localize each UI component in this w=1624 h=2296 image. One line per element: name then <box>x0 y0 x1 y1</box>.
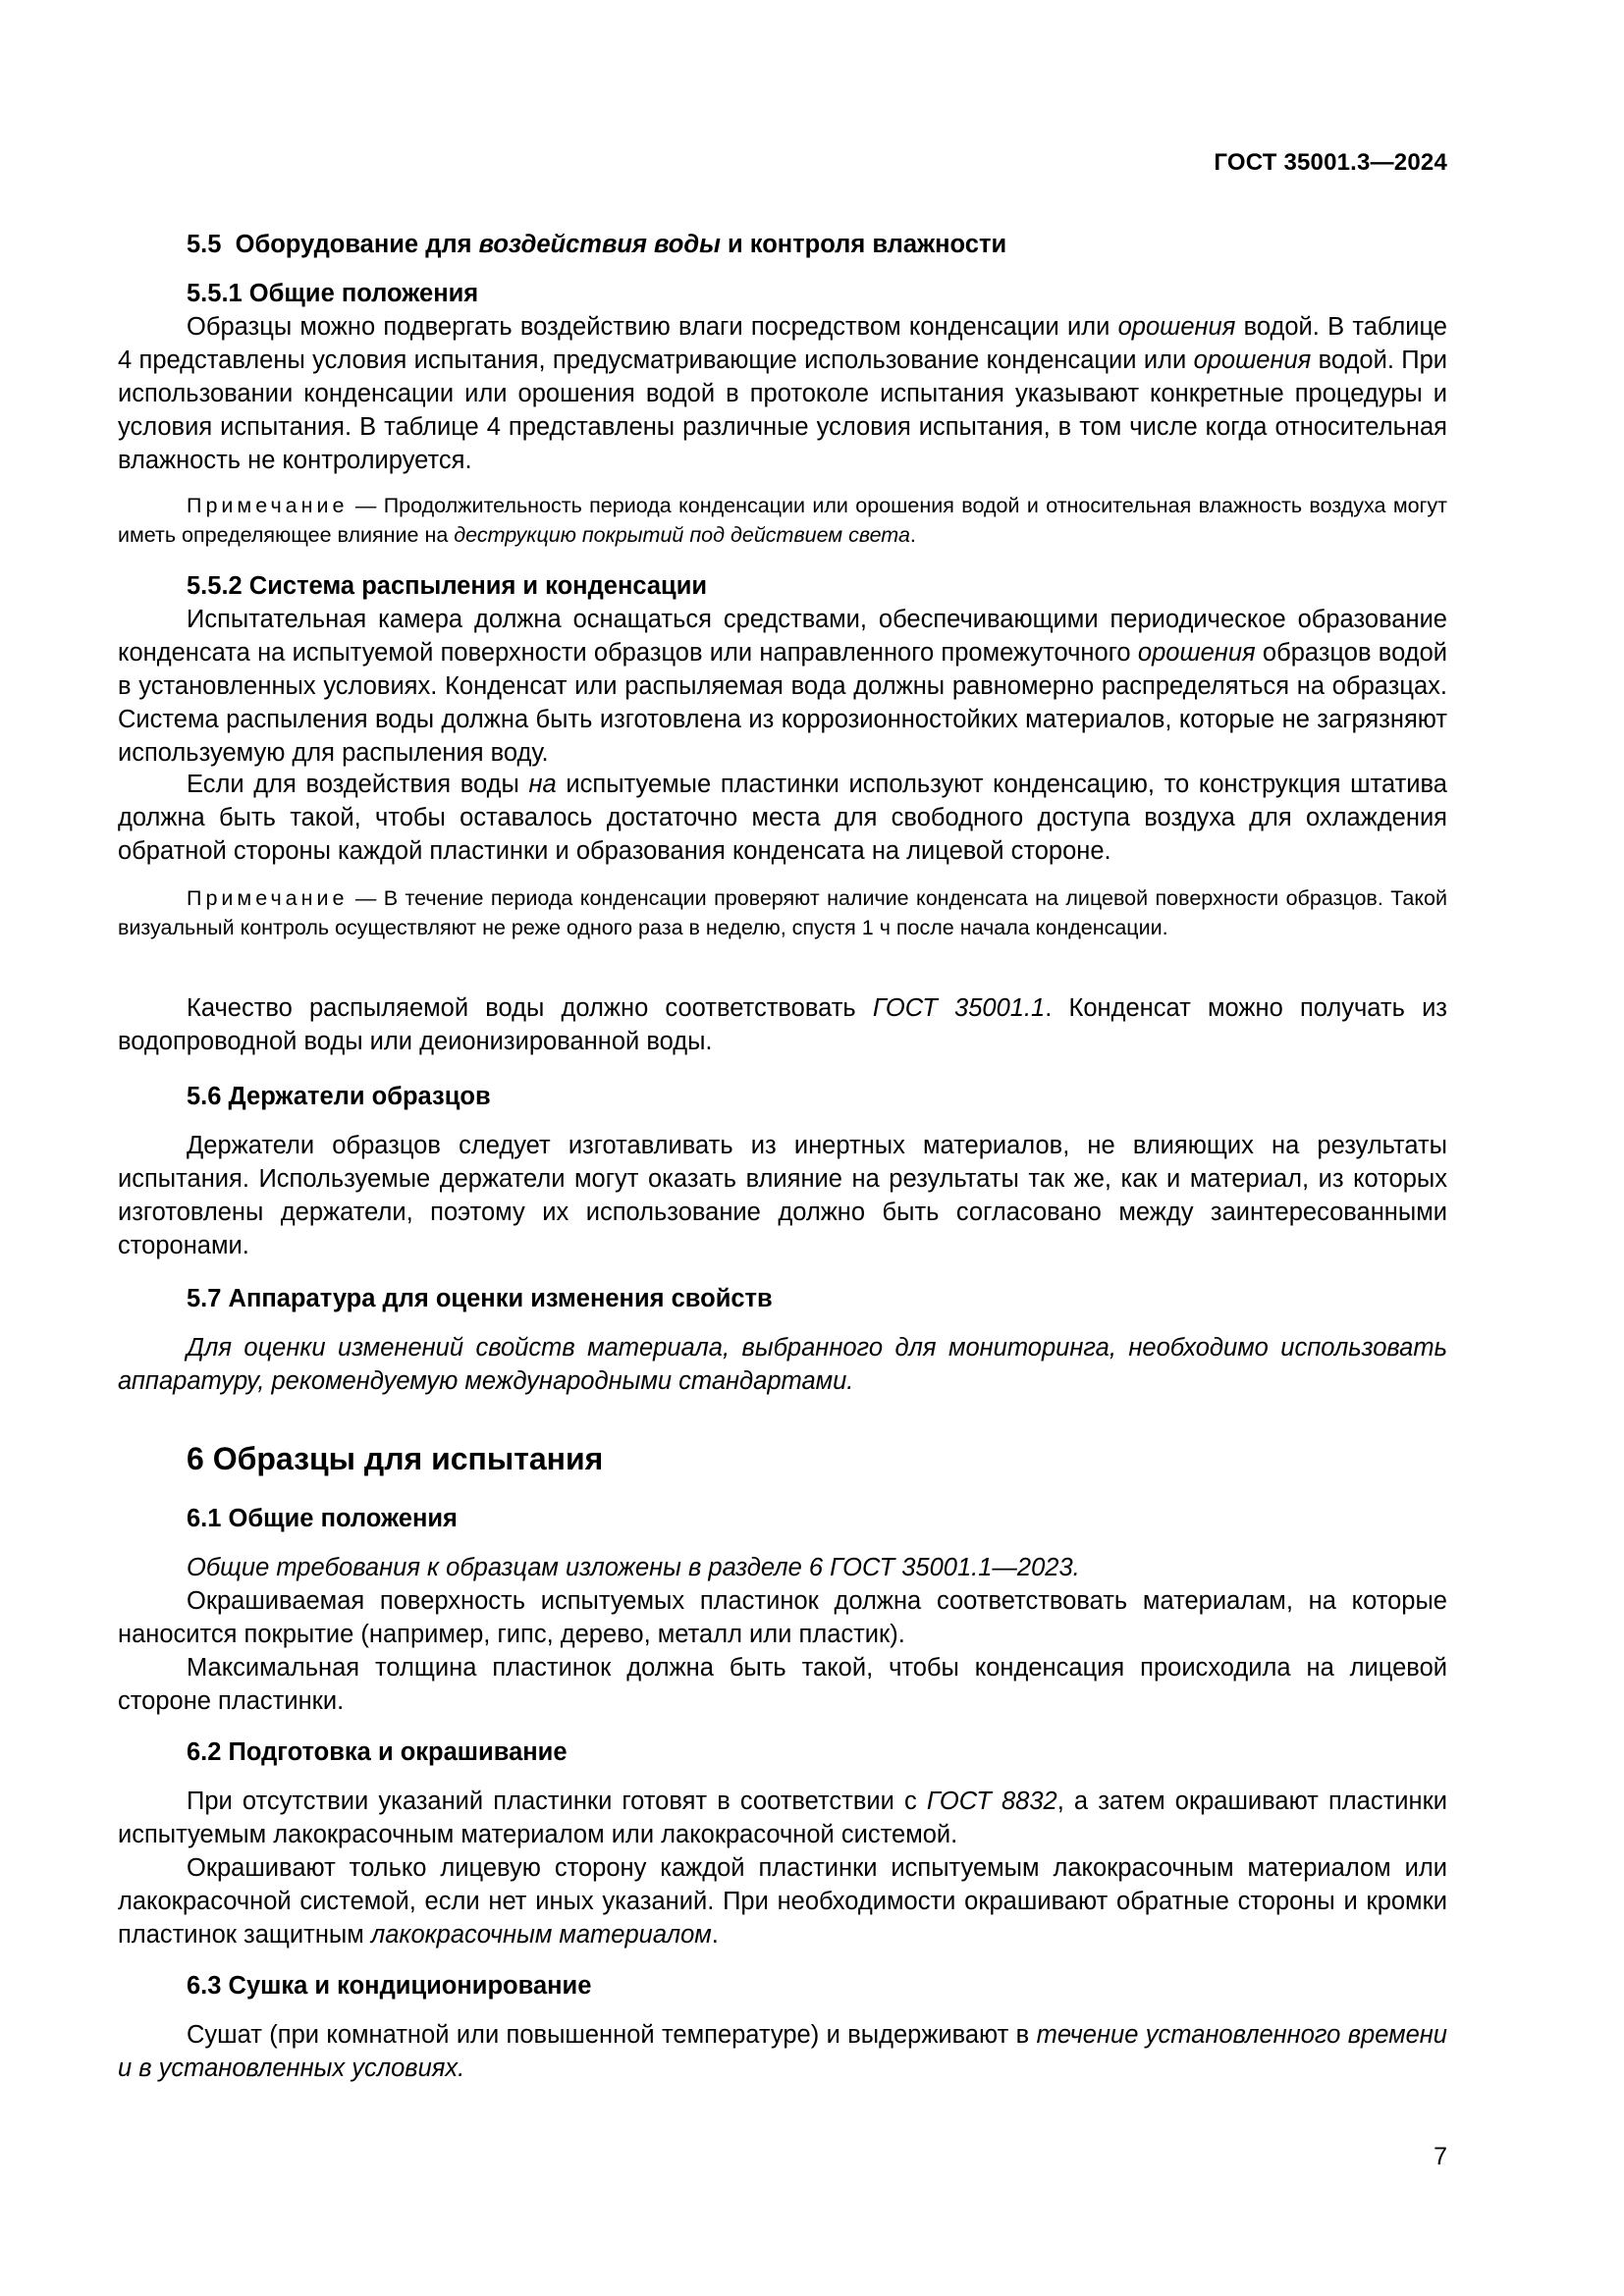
text-span: образцов водой в установленных условиях. Конденсат или распыляемая вода должны равномерно распределяться на образцах. Система распыления воды должна быть изготовлена из коррозионностойких материалов, которые не загрязняют используемую для распыления воду. <box>118 639 1447 767</box>
text-span: — В течение периода конденсации проверяют наличие конденсата на лицевой поверхности образцов. Такой визуальный контроль осуществляют не реже одного раза в неделю, спустя 1 ч после начала конденсации. <box>118 886 1447 939</box>
paragraph-6-2-a <box>118 1785 1447 1851</box>
document-number: ГОСТ 35001.3—2024 <box>1214 149 1447 176</box>
text-span: водой. В таблице 4 представлены условия испытания, предусматривающие использование конденсации или <box>118 313 1447 374</box>
page-number: 7 <box>1434 2143 1447 2170</box>
paragraph-5-5-2-b <box>118 768 1447 868</box>
text-span: орошения <box>1117 313 1236 341</box>
paragraph-5-5-1 <box>118 310 1447 477</box>
note-label: Примечание <box>187 886 349 910</box>
text-span: Испытательная камера должна оснащаться средствами, обеспечивающими периодическое образование конденсата на испытуемой поверхности образцов или направленного промежуточного <box>118 606 1447 667</box>
text-span: Качество распыляемой воды должно соответствовать <box>187 994 873 1022</box>
text-span: При отсутствии указаний пластинки готовят в соответствии с <box>187 1788 927 1815</box>
text-span: , а затем окрашивают пластинки испытуемым лакокрасочным материалом или лакокрасочной системой. <box>118 1788 1447 1848</box>
heading-5-5-2: 5.5.2 Система распыления и конденсации <box>187 572 708 600</box>
text-span: . <box>711 1921 719 1949</box>
text-span: лакокрасочным материалом <box>370 1921 712 1949</box>
heading-6-2: 6.2 Подготовка и окрашивание <box>187 1738 568 1766</box>
heading-5-7: 5.7 Аппаратура для оценки изменения свойств <box>187 1285 773 1312</box>
text-span: орошения <box>1193 347 1312 374</box>
text-span: ГОСТ 8832 <box>926 1788 1057 1815</box>
note-label: Примечание <box>187 494 349 517</box>
heading-5-5-1: 5.5.1 Общие положения <box>187 280 479 307</box>
paragraph-5-5-2-a <box>118 603 1447 770</box>
heading-5-5 <box>118 228 1516 261</box>
heading-6: 6 Образцы для испытания <box>187 1441 604 1476</box>
text-span: деструкцию покрытий под действием света <box>454 523 910 547</box>
text-span: на <box>528 771 557 798</box>
paragraph-6-1-b: Окрашиваемая поверхность испытуемых пластинок должна соответствовать материалам, на которые наносится покрытие (например, гипс, дерево, металл или пластик). <box>118 1587 1447 1648</box>
paragraph-6-1-c: Максимальная толщина пластинок должна быть такой, чтобы конденсация происходила на лицевой стороне пластинки. <box>118 1654 1447 1715</box>
heading-5-5-number: 5.5 <box>187 231 222 258</box>
paragraph-5-7: Для оценки изменений свойств материала, выбранного для мониторинга, необходимо использовать аппаратуру, рекомендуемую международными стандартами. <box>118 1334 1447 1395</box>
paragraph-5-6: Держатели образцов следует изготавливать из инертных материалов, не влияющих на результаты испытания. Используемые держатели могут оказать влияние на результаты так же, как и материал, из которых изготовлены держатели, поэтому их использование должно быть согласовано между заинтересованными сторонами. <box>118 1132 1447 1259</box>
paragraph-6-1-a: Общие требования к образцам изложены в разделе 6 ГОСТ 35001.1—2023. <box>187 1554 1080 1581</box>
paragraph-6-2-b <box>118 1851 1447 1951</box>
heading-5-6: 5.6 Держатели образцов <box>187 1083 491 1110</box>
text-span: течение установленного времени и в установленных условиях. <box>118 2021 1447 2082</box>
text-span: Образцы можно подвергать воздействию влаги посредством конденсации или <box>187 313 1118 341</box>
note-5-5-2 <box>118 883 1447 942</box>
paragraph-6-3 <box>118 2018 1447 2085</box>
text-span: — Продолжительность периода конденсации или орошения водой и относительная влажность воздуха могут иметь определяющее влияние на <box>118 494 1447 547</box>
heading-5-5-title-a: Оборудование для <box>235 231 479 258</box>
heading-5-5-title-c: и контроля влажности <box>720 231 1007 258</box>
text-span: . Конденсат можно получать из водопроводной воды или деионизированной воды. <box>118 994 1447 1055</box>
paragraph-5-5-2-c <box>118 991 1447 1058</box>
text-span: Если для воздействия воды <box>187 771 529 798</box>
heading-6-1: 6.1 Общие положения <box>187 1505 458 1532</box>
heading-6-3: 6.3 Сушка и кондиционирование <box>187 1972 592 2000</box>
text-span: Сушат (при комнатной или повышенной температуре) и выдерживают в <box>187 2021 1037 2049</box>
text-span: ГОСТ 35001.1 <box>872 994 1046 1022</box>
text-span: Окрашивают только лицевую сторону каждой пластинки испытуемым лакокрасочным материалом или лакокрасочной системой, если нет иных указаний. При необходимости окрашивают обратные стороны и кромки пластинок защитным <box>118 1854 1447 1949</box>
note-5-5-1 <box>118 491 1447 550</box>
text-span: водой. При использовании конденсации или орошения водой в протоколе испытания указывают конкретные процедуры и условия испытания. В таблице 4 представлены различные условия испытания, в том числе когда относительная влажность не контролируется. <box>118 347 1448 474</box>
text-span: . <box>909 523 916 547</box>
heading-5-5-title-b: воздействия воды <box>478 231 721 258</box>
text-span: испытуемые пластинки используют конденсацию, то конструкция штатива должна быть такой, чтобы оставалось достаточно места для свободного доступа воздуха для охлаждения обратной стороны каждой пластинки и образования конденсата на лицевой стороне. <box>118 771 1447 865</box>
text-span: орошения <box>1137 639 1256 667</box>
